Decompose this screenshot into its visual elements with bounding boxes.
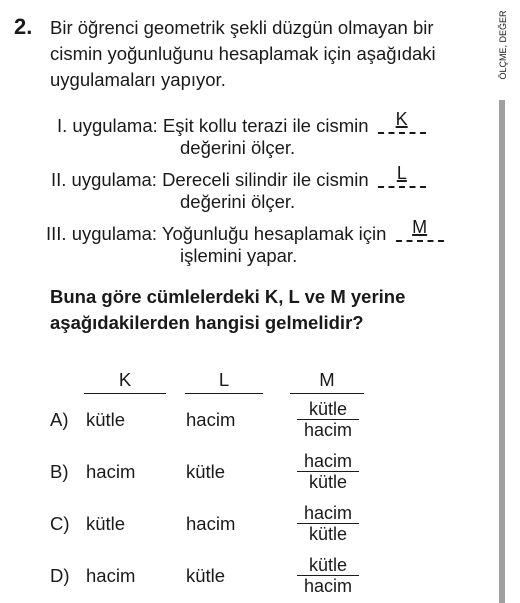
option-a-l: hacim xyxy=(186,409,236,430)
option-b-fraction xyxy=(297,451,359,492)
application-2-text: Dereceli silindir ile cismin xyxy=(162,169,369,190)
blank-k xyxy=(378,110,426,132)
option-b-letter[interactable]: B) xyxy=(50,461,69,482)
option-c-numerator: hacim xyxy=(297,503,359,524)
option-d-l: kütle xyxy=(186,565,226,586)
blank-m xyxy=(396,218,444,240)
option-b-denominator: kütle xyxy=(308,472,348,492)
sidebar-label xyxy=(495,2,511,97)
option-a-fraction xyxy=(297,399,359,440)
sidebar-bar xyxy=(499,100,505,603)
option-a-letter[interactable]: A) xyxy=(50,409,69,430)
blank-l xyxy=(378,164,426,186)
blank-m-letter: M xyxy=(412,217,428,237)
application-1 xyxy=(57,110,426,137)
option-b-k: hacim xyxy=(86,461,136,482)
option-a-denominator: hacim xyxy=(303,420,352,440)
application-3-text: Yoğunluğu hesaplamak için xyxy=(161,223,387,244)
application-2-cont: değerini ölçer. xyxy=(180,191,296,212)
blank-k-letter: K xyxy=(395,109,408,129)
option-d-k: hacim xyxy=(86,565,136,586)
option-a-numerator: kütle xyxy=(297,399,359,420)
application-2-prefix: II. uygulama: xyxy=(51,169,157,190)
option-c-l: hacim xyxy=(186,513,236,534)
application-3-cont: işlemini yapar. xyxy=(180,245,298,266)
column-header-l: L xyxy=(185,369,263,394)
option-d-letter[interactable]: D) xyxy=(50,565,70,586)
application-3-prefix: III. uygulama: xyxy=(46,223,158,244)
option-c-fraction xyxy=(297,503,359,544)
column-header-m: M xyxy=(290,369,364,394)
sidebar-label-text: ÖLÇME, DEĞER xyxy=(498,10,508,80)
question-number: 2. xyxy=(14,14,33,39)
application-2 xyxy=(51,164,426,191)
column-header-k: K xyxy=(84,369,166,394)
option-d-fraction xyxy=(297,555,359,596)
application-1-cont: değerini ölçer. xyxy=(180,137,296,158)
option-a-k: kütle xyxy=(86,409,126,430)
option-b-numerator: hacim xyxy=(297,451,359,472)
option-d-denominator: hacim xyxy=(303,576,352,596)
application-3 xyxy=(46,218,444,245)
option-c-letter[interactable]: C) xyxy=(50,513,70,534)
blank-l-letter: L xyxy=(396,163,407,183)
option-c-k: kütle xyxy=(86,513,126,534)
question-stem: Bir öğrenci geometrik şekli düzgün olmayan bir cismin yoğunluğunu hesaplamak için aşağıdaki uygulamaları yapıyor. xyxy=(50,17,436,90)
option-c-denominator: kütle xyxy=(308,524,348,544)
option-d-numerator: kütle xyxy=(297,555,359,576)
question-ask: Buna göre cümlelerdeki K, L ve M yerine aşağıdakilerden hangisi gelmelidir? xyxy=(50,286,406,333)
application-1-prefix: I. uygulama: xyxy=(57,115,158,136)
option-b-l: kütle xyxy=(186,461,226,482)
application-1-text: Eşit kollu terazi ile cismin xyxy=(162,115,369,136)
